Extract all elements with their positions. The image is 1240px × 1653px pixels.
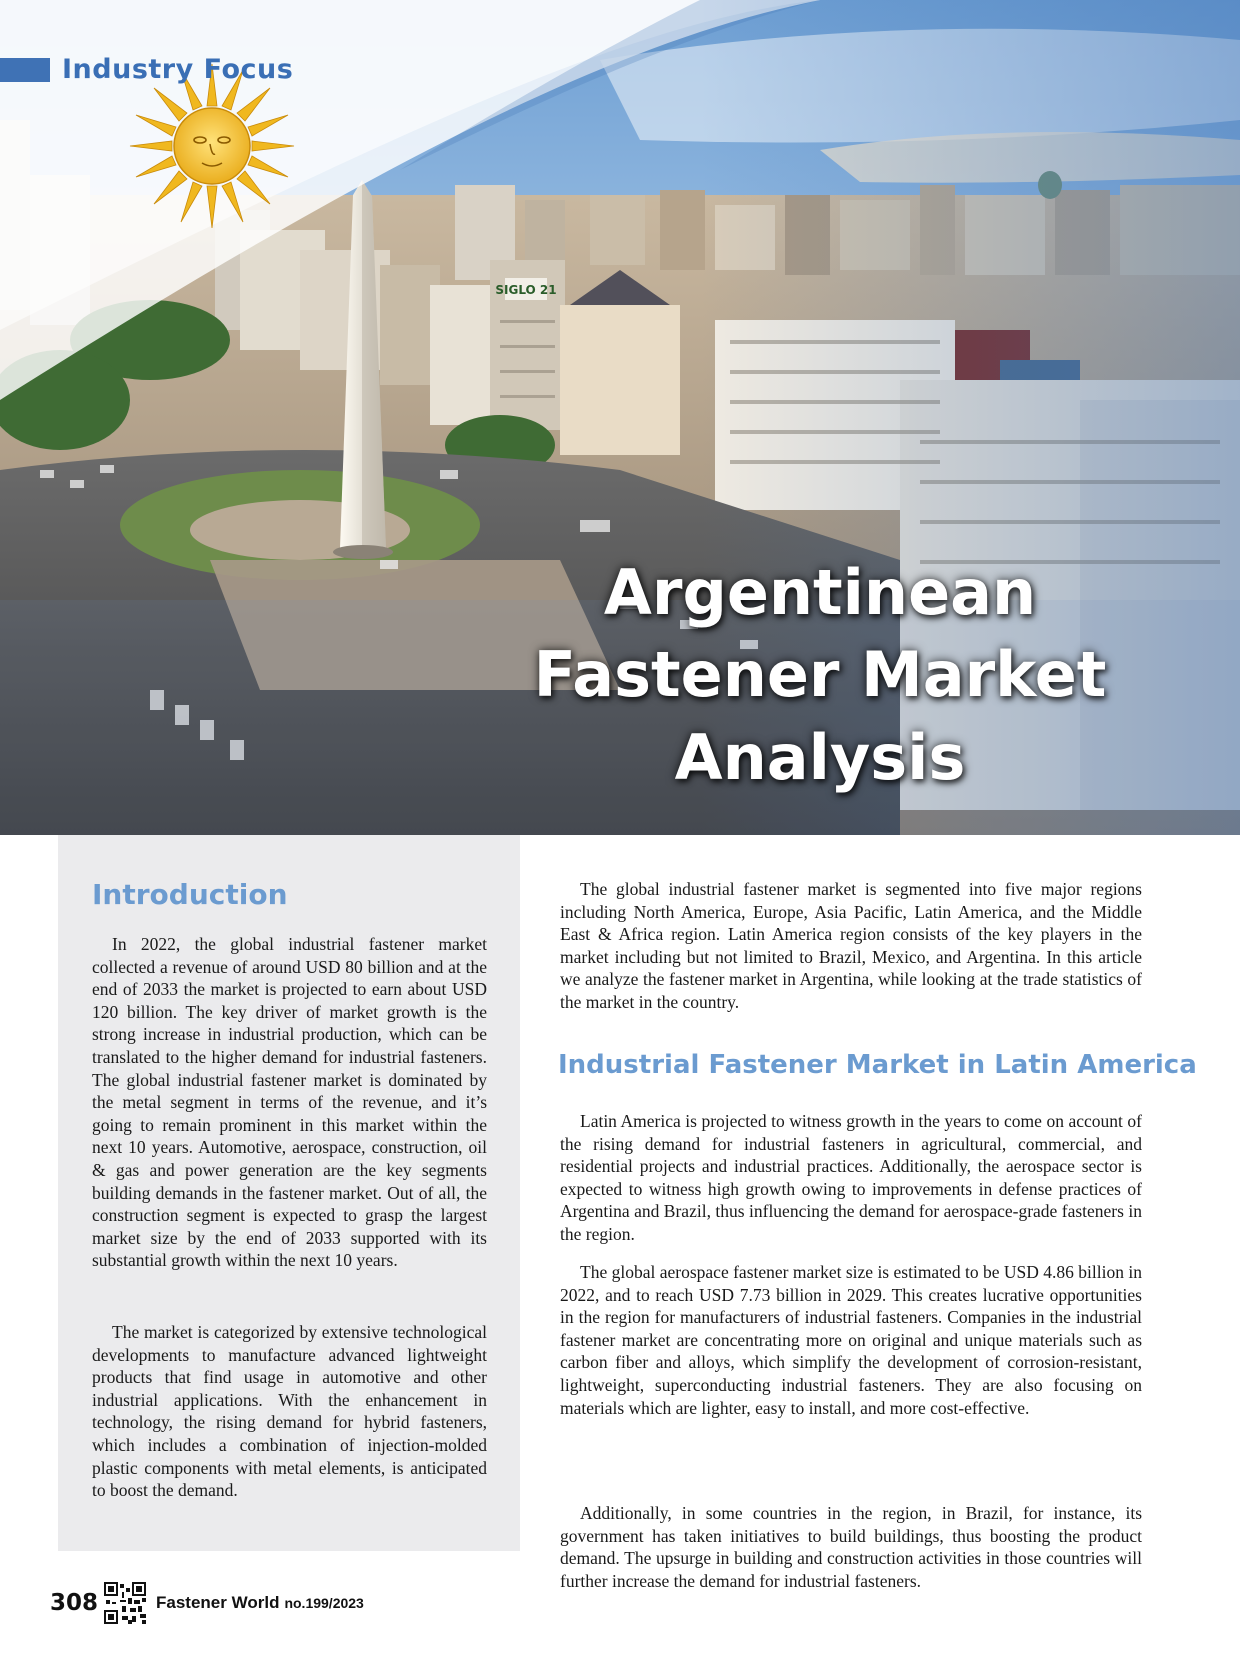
- section-tag-bar: [0, 58, 50, 82]
- title-line: Argentinean: [603, 556, 1037, 629]
- sun-of-may-icon: [130, 64, 294, 228]
- latam-paragraph-1: Latin America is projected to witness growth in the years to come on account of the rising demand for industrial fasteners in agricultural, commercial, and residential projects and industrial practices. Additionally, the aerospace sector is expected to witness high growth owing to improvements in defense practices of Argentina and Brazil, thus influencing the demand for aerospace-grade fasteners in the region.: [560, 1111, 1142, 1244]
- latam-paragraph-2: The global aerospace fastener market size is estimated to be USD 4.86 billion in 2022, and to reach USD 7.73 billion in 2029. This creates lucrative opportunities in the region for manufacturers of industrial fasteners. Companies in the industrial fastener market are concentrating more on original and unique materials such as carbon fiber and alloys, which simplify the development of corrosion-resistant, lightweight, superconducting industrial fasteners. They are also focusing on materials which are lighter, easy to install, and more cost-effective.: [560, 1262, 1142, 1418]
- regions-paragraph: The global industrial fastener market is segmented into five major regions including North America, Europe, Asia Pacific, Latin America, and the Middle East & Africa region. Latin America region consists of the key players in the market including but not limited to Brazil, Mexico, and Argentina. In this article we analyze the fastener market in Argentina, while looking at the trade statistics of the market in the country.: [560, 879, 1142, 1012]
- section-tag: [0, 54, 293, 85]
- intro-paragraph-2: The market is categorized by extensive technological developments to manufacture advanced lightweight products that find usage in automotive and other industrial applications. With the enhancement in technology, the rising demand for hybrid fasteners, which includes a combination of injection-molded plastic components with metal elements, is anticipated to boost the demand.: [92, 1322, 487, 1501]
- title-line: Analysis: [674, 720, 966, 794]
- issue-number: no.199/2023: [284, 1595, 364, 1611]
- qr-code-icon[interactable]: [104, 1582, 146, 1624]
- page-number: 308: [50, 1590, 99, 1616]
- magazine-name: Fastener World: [156, 1593, 280, 1612]
- latam-paragraph-3: Additionally, in some countries in the region, in Brazil, for instance, its government has taken initiatives to build buildings, thus boosting the product demand. The upsurge in building and construction activities in those countries will further increase the demand for industrial fasteners.: [560, 1503, 1142, 1591]
- article-title: [470, 552, 1170, 799]
- page-footer: [50, 1582, 364, 1624]
- intro-heading: Introduction: [92, 878, 288, 911]
- title-line: Fastener Market: [533, 638, 1107, 712]
- latam-heading: Industrial Fastener Market in Latin America: [558, 1050, 1197, 1080]
- intro-paragraph-1: In 2022, the global industrial fastener market collected a revenue of around USD 80 billion and at the end of 2033 the market is projected to earn about USD 120 billion. The key driver of market growth is the strong increase in industrial production, which can be translated to the higher demand for industrial fasteners. The global industrial fastener market is dominated by the metal segment in terms of the revenue, and it’s going to remain prominent in this market within the next 10 years. Automotive, aerospace, construction, oil & gas and power generation are the key segments building demands in the fastener market. Out of all, the construction segment is expected to grasp the largest market size by the end of 2033 supported with its substantial growth within the next 10 years.: [92, 934, 487, 1271]
- billboard-siglo: SIGLO 21: [495, 283, 557, 297]
- section-tag-label: Industry Focus: [62, 54, 294, 85]
